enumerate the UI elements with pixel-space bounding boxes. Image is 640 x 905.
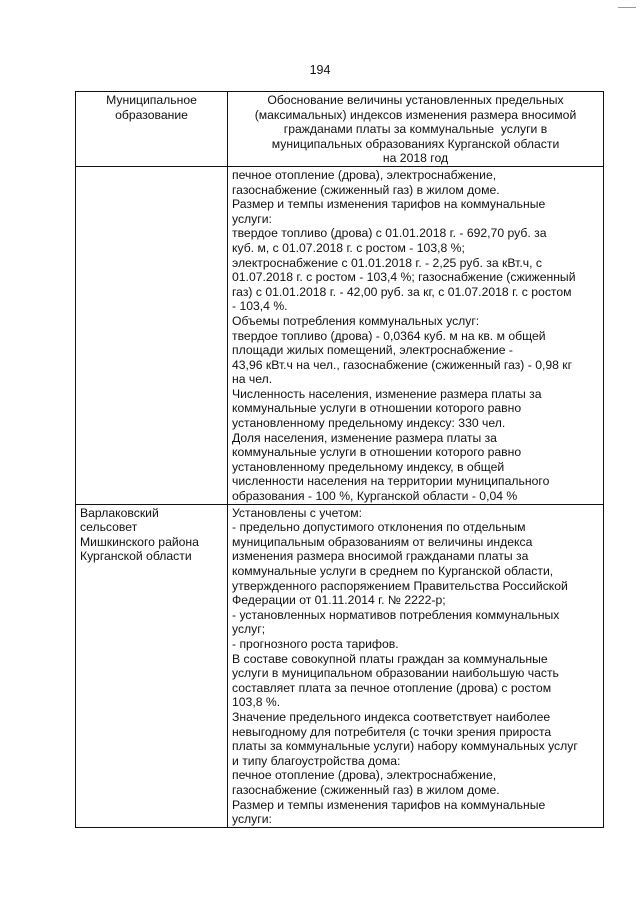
text-line: муниципальным образованиям от величины индекса: [232, 534, 533, 549]
text-line: услуг;: [232, 622, 266, 637]
text-line: услуги:: [232, 211, 272, 226]
text-line: Размер и темпы изменения тарифов на коммунальные: [232, 197, 546, 212]
text-line: коммунальные услуги в отношении которого равно: [232, 445, 522, 460]
text-line: установленному предельному индексу, в общей: [232, 459, 505, 474]
justification-cell: [228, 504, 604, 827]
text-line: газоснабжение (сжиженный газ) в жилом доме.: [232, 782, 500, 797]
text-line: - прогнозного роста тарифов.: [232, 636, 399, 651]
text-line: коммунальные услуги в среднем по Курганской области,: [232, 564, 554, 578]
text-line: Установлены с учетом:: [232, 505, 362, 520]
municipality-line: Мишкинского района: [80, 534, 199, 549]
text-line: газоснабжение (сжиженный газ) в жилом доме.: [232, 182, 500, 197]
table-row: [76, 166, 604, 504]
text-line: составляет плата за печное отопление (дрова) с ростом: [232, 680, 552, 695]
header-line: муниципальных образованиях Курганской области: [271, 136, 560, 151]
header-line: гражданами платы за коммунальные услуги в: [283, 122, 548, 137]
text-line: на чел.: [232, 372, 273, 387]
text-line: газ) с 01.01.2018 г. - 42,00 руб. за кг, с 01.07.2018 г. с ростом: [232, 284, 572, 299]
text-line: услуги:: [232, 812, 272, 827]
header-line: образование: [115, 107, 188, 122]
header-line: (максимальных) индексов изменения размера вносимой: [254, 107, 577, 122]
corner-mark: [618, 7, 636, 8]
text-line: невыгодному для потребителя (с точки зрения прироста: [232, 724, 552, 739]
text-line: площади жилых помещений, электроснабжение -: [232, 343, 513, 358]
text-line: утвержденного распоряжением Правительства Российской: [232, 578, 568, 593]
text-line: твердое топливо (дрова) с 01.01.2018 г. - 692,70 руб. за: [232, 226, 547, 241]
municipality-cell: [76, 166, 228, 504]
text-line: куб. м, с 01.07.2018 г. с ростом - 103,8 %;: [232, 240, 465, 255]
text-line: 103,8 %.: [232, 695, 281, 710]
table-header-row: [76, 92, 604, 167]
text-line: изменения размера вносимой гражданами платы за: [232, 549, 529, 564]
text-line: - предельно допустимого отклонения по отдельным: [232, 520, 526, 535]
text-line: численности населения на территории муниципального: [232, 474, 550, 489]
text-line: электроснабжение с 01.01.2018 г. - 2,25 руб. за кВт.ч, с: [232, 255, 542, 270]
page-number: 194: [309, 63, 331, 77]
justification-table: [75, 91, 604, 828]
text-line: Объемы потребления коммунальных услуг:: [232, 313, 480, 328]
text-line: Численность населения, изменение размера платы за: [232, 386, 542, 401]
header-line: на 2018 год: [382, 151, 449, 166]
text-line: 01.07.2018 г. с ростом - 103,4 %; газоснабжение (сжиженный: [232, 270, 576, 285]
text-line: Федерации от 01.11.2014 г. № 2222-р;: [232, 593, 446, 608]
text-line: - 103,4 %.: [232, 299, 288, 314]
text-line: печное отопление (дрова), электроснабжение,: [232, 768, 497, 783]
municipality-line: сельсовет: [80, 520, 138, 535]
text-line: коммунальные услуги в отношении которого равно: [232, 401, 522, 416]
text-line: 43,96 кВт.ч на чел., газоснабжение (сжиженный газ) - 0,98 кг: [232, 357, 573, 372]
text-line: установленному предельному индексу: 330 чел.: [232, 416, 506, 431]
header-municipality: [76, 92, 228, 167]
text-line: твердое топливо (дрова) - 0,0364 куб. м на кв. м общей: [232, 328, 546, 343]
text-line: Размер и темпы изменения тарифов на коммунальные: [232, 797, 546, 812]
text-line: - установленных нормативов потребления коммунальных: [232, 607, 560, 622]
text-line: Значение предельного индекса соответствует наиболее: [232, 709, 551, 724]
municipality-line: Варлаковский: [80, 505, 159, 520]
text-line: образования - 100 %, Курганской области - 0,04 %: [232, 489, 518, 504]
justification-cell: [228, 166, 604, 504]
text-line: платы за коммунальные услуги) набору коммунальных услуг: [232, 739, 578, 754]
text-line: и типу благоустройства дома:: [232, 753, 401, 768]
text-line: В составе совокупной платы граждан за коммунальные: [232, 651, 548, 666]
municipality-cell: [76, 504, 228, 827]
header-line: Обоснование величины установленных предельных: [267, 93, 564, 107]
table-row: [76, 504, 604, 827]
text-line: печное отопление (дрова), электроснабжение,: [232, 167, 497, 182]
municipality-line: Курганской области: [80, 549, 192, 564]
header-line: Муниципальное: [106, 93, 197, 107]
text-line: Доля населения, изменение размера платы за: [232, 430, 497, 445]
header-justification: [228, 92, 604, 167]
text-line: услуги в муниципальном образовании наибольшую часть: [232, 666, 559, 681]
